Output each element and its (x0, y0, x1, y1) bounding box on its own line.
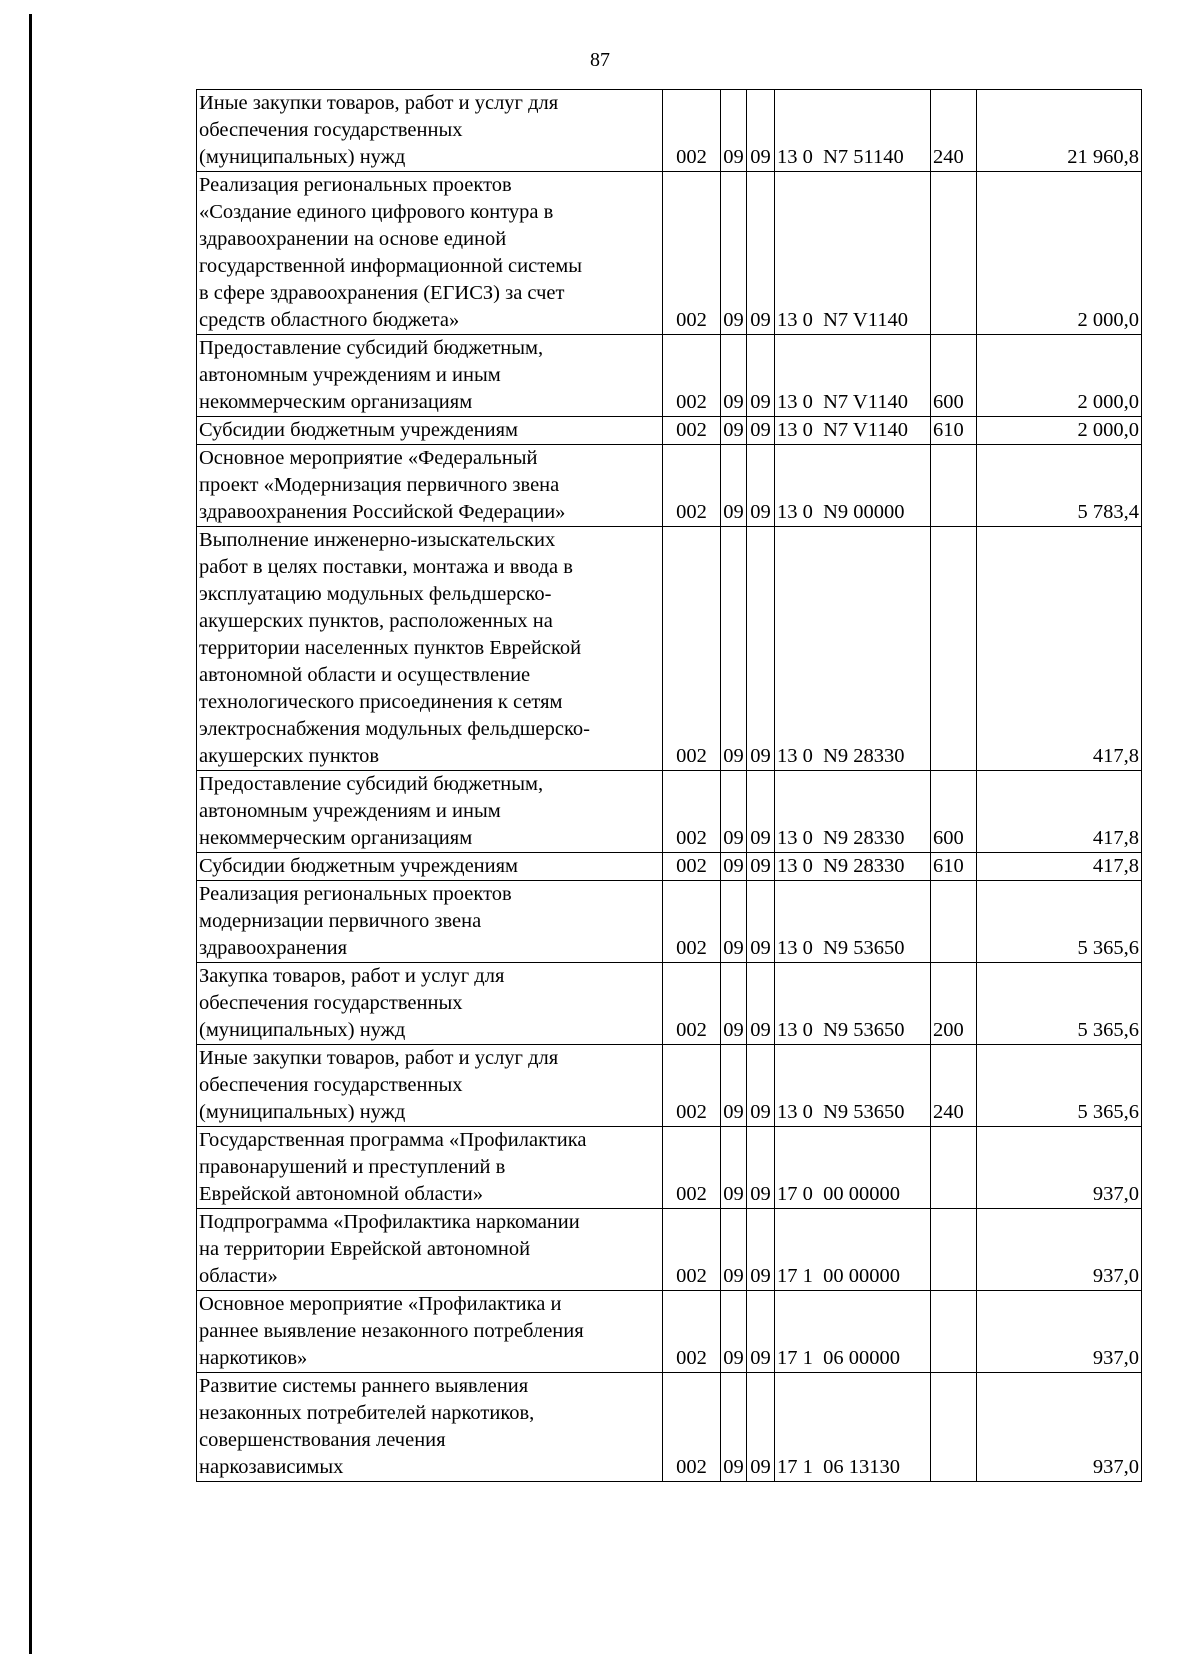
target-article-cell: 13 0 N7 51140 (775, 90, 931, 172)
target-article-cell: 13 0 N9 28330 (775, 853, 931, 881)
expense-name-line: электроснабжения модульных фельдшерско- (199, 718, 590, 740)
expense-name-cell (197, 1127, 663, 1209)
expense-name-cell (197, 1209, 663, 1291)
expense-name-line: акушерских пунктов (199, 745, 380, 767)
amount-cell: 937,0 (977, 1373, 1142, 1482)
expense-name-line: Государственная программа «Профилактика (199, 1129, 587, 1151)
expense-name-line: наркозависимых (199, 1456, 344, 1478)
expense-name-line: наркотиков» (199, 1347, 308, 1369)
table-row (197, 1209, 1142, 1291)
table-row (197, 90, 1142, 172)
amount-cell: 5 783,4 (977, 445, 1142, 527)
expense-name-cell (197, 853, 663, 881)
subsection-code-cell: 09 (747, 771, 775, 853)
expense-name-cell (197, 963, 663, 1045)
subsection-code-cell: 09 (747, 1373, 775, 1482)
expense-name-line: Еврейской автономной области» (199, 1183, 483, 1205)
section-code-cell: 09 (721, 1209, 747, 1291)
expense-type-cell: 610 (931, 417, 977, 445)
amount-cell: 937,0 (977, 1291, 1142, 1373)
subsection-code-cell: 09 (747, 335, 775, 417)
expense-name-line: обеспечения государственных (199, 119, 463, 141)
target-article-cell: 13 0 N9 53650 (775, 1045, 931, 1127)
subsection-code-cell: 09 (747, 1127, 775, 1209)
expense-name-line: государственной информационной системы (199, 255, 583, 277)
section-code-cell: 09 (721, 1127, 747, 1209)
table-row (197, 1127, 1142, 1209)
ministry-code-cell: 002 (663, 335, 721, 417)
budget-table (196, 89, 1142, 1482)
target-article-cell: 13 0 N9 53650 (775, 881, 931, 963)
expense-name-line: раннее выявление незаконного потребления (199, 1320, 584, 1342)
target-article-cell: 13 0 N9 53650 (775, 963, 931, 1045)
amount-cell: 5 365,6 (977, 963, 1142, 1045)
section-code-cell: 09 (721, 527, 747, 771)
table-row (197, 1045, 1142, 1127)
amount-cell: 2 000,0 (977, 417, 1142, 445)
ministry-code-cell: 002 (663, 417, 721, 445)
expense-name-cell (197, 1045, 663, 1127)
expense-type-cell (931, 1291, 977, 1373)
expense-name-line: автономной области и осуществление (199, 664, 531, 686)
amount-cell: 417,8 (977, 771, 1142, 853)
ministry-code-cell: 002 (663, 1373, 721, 1482)
expense-name-cell (197, 335, 663, 417)
expense-type-cell: 610 (931, 853, 977, 881)
page-number: 87 (590, 49, 610, 71)
target-article-cell: 13 0 N7 V1140 (775, 417, 931, 445)
expense-name-cell (197, 90, 663, 172)
section-code-cell: 09 (721, 90, 747, 172)
expense-name-line: здравоохранении на основе единой (199, 228, 507, 250)
expense-name-line: обеспечения государственных (199, 1074, 463, 1096)
section-code-cell: 09 (721, 335, 747, 417)
expense-name-line: технологического присоединения к сетям (199, 691, 563, 713)
expense-name-cell (197, 445, 663, 527)
expense-name-line: (муниципальных) нужд (199, 1019, 406, 1041)
expense-type-cell: 200 (931, 963, 977, 1045)
table-row (197, 853, 1142, 881)
expense-name-line: проект «Модернизация первичного звена (199, 474, 560, 496)
amount-cell: 417,8 (977, 527, 1142, 771)
section-code-cell: 09 (721, 172, 747, 335)
expense-name-line: Развитие системы раннего выявления (199, 1375, 529, 1397)
section-code-cell: 09 (721, 1291, 747, 1373)
subsection-code-cell: 09 (747, 1045, 775, 1127)
expense-name-line: Подпрограмма «Профилактика наркомании (199, 1211, 580, 1233)
expense-name-line: области» (199, 1265, 278, 1287)
target-article-cell: 17 1 00 00000 (775, 1209, 931, 1291)
expense-name-line: (муниципальных) нужд (199, 146, 406, 168)
table-row (197, 527, 1142, 771)
page-edge-line (29, 14, 32, 1654)
table-row (197, 1291, 1142, 1373)
section-code-cell: 09 (721, 881, 747, 963)
section-code-cell: 09 (721, 853, 747, 881)
expense-name-line: Иные закупки товаров, работ и услуг для (199, 1047, 559, 1069)
subsection-code-cell: 09 (747, 963, 775, 1045)
ministry-code-cell: 002 (663, 881, 721, 963)
subsection-code-cell: 09 (747, 1291, 775, 1373)
section-code-cell: 09 (721, 1373, 747, 1482)
section-code-cell: 09 (721, 417, 747, 445)
table-row (197, 445, 1142, 527)
ministry-code-cell: 002 (663, 771, 721, 853)
target-article-cell: 13 0 N7 V1140 (775, 335, 931, 417)
subsection-code-cell: 09 (747, 853, 775, 881)
expense-type-cell: 600 (931, 335, 977, 417)
expense-name-line: Предоставление субсидий бюджетным, (199, 337, 544, 359)
expense-name-cell (197, 1291, 663, 1373)
expense-name-line: некоммерческим организациям (199, 391, 473, 413)
target-article-cell: 17 1 06 13130 (775, 1373, 931, 1482)
expense-name-line: Основное мероприятие «Профилактика и (199, 1293, 562, 1315)
amount-cell: 5 365,6 (977, 1045, 1142, 1127)
table-row (197, 335, 1142, 417)
expense-name-line: акушерских пунктов, расположенных на (199, 610, 553, 632)
expense-type-cell (931, 445, 977, 527)
subsection-code-cell: 09 (747, 172, 775, 335)
expense-name-line: здравоохранения Российской Федерации» (199, 501, 566, 523)
ministry-code-cell: 002 (663, 1045, 721, 1127)
table-row (197, 417, 1142, 445)
target-article-cell: 17 0 00 00000 (775, 1127, 931, 1209)
target-article-cell: 13 0 N7 V1140 (775, 172, 931, 335)
amount-cell: 21 960,8 (977, 90, 1142, 172)
expense-type-cell: 240 (931, 90, 977, 172)
ministry-code-cell: 002 (663, 1209, 721, 1291)
expense-name-line: автономным учреждениям и иным (199, 364, 501, 386)
expense-name-line: обеспечения государственных (199, 992, 463, 1014)
expense-name-line: автономным учреждениям и иным (199, 800, 501, 822)
subsection-code-cell: 09 (747, 527, 775, 771)
ministry-code-cell: 002 (663, 445, 721, 527)
expense-name-cell (197, 1373, 663, 1482)
expense-name-line: работ в целях поставки, монтажа и ввода в (199, 556, 573, 578)
amount-cell: 5 365,6 (977, 881, 1142, 963)
expense-type-cell (931, 172, 977, 335)
expense-type-cell: 240 (931, 1045, 977, 1127)
ministry-code-cell: 002 (663, 172, 721, 335)
subsection-code-cell: 09 (747, 445, 775, 527)
subsection-code-cell: 09 (747, 881, 775, 963)
subsection-code-cell: 09 (747, 1209, 775, 1291)
expense-name-line: на территории Еврейской автономной (199, 1238, 531, 1260)
expense-name-line: незаконных потребителей наркотиков, (199, 1402, 535, 1424)
amount-cell: 937,0 (977, 1209, 1142, 1291)
expense-type-cell (931, 1373, 977, 1482)
subsection-code-cell: 09 (747, 417, 775, 445)
amount-cell: 2 000,0 (977, 335, 1142, 417)
subsection-code-cell: 09 (747, 90, 775, 172)
expense-name-line: в сфере здравоохранения (ЕГИСЗ) за счет (199, 282, 565, 304)
expense-name-line: Закупка товаров, работ и услуг для (199, 965, 505, 987)
target-article-cell: 13 0 N9 28330 (775, 771, 931, 853)
ministry-code-cell: 002 (663, 527, 721, 771)
amount-cell: 2 000,0 (977, 172, 1142, 335)
table-row (197, 881, 1142, 963)
expense-name-cell (197, 881, 663, 963)
expense-name-line: средств областного бюджета» (199, 309, 460, 331)
expense-name-line: Основное мероприятие «Федеральный (199, 447, 538, 469)
expense-name-line: здравоохранения (199, 937, 348, 959)
expense-name-cell (197, 771, 663, 853)
expense-name-line: совершенствования лечения (199, 1429, 446, 1451)
amount-cell: 937,0 (977, 1127, 1142, 1209)
target-article-cell: 13 0 N9 28330 (775, 527, 931, 771)
expense-name-line: Реализация региональных проектов (199, 174, 512, 196)
expense-type-cell (931, 881, 977, 963)
expense-name-line: Предоставление субсидий бюджетным, (199, 773, 544, 795)
ministry-code-cell: 002 (663, 1127, 721, 1209)
expense-name-line: правонарушений и преступлений в (199, 1156, 506, 1178)
expense-name-cell (197, 527, 663, 771)
expense-type-cell (931, 527, 977, 771)
expense-name-line: модернизации первичного звена (199, 910, 482, 932)
ministry-code-cell: 002 (663, 853, 721, 881)
amount-cell: 417,8 (977, 853, 1142, 881)
expense-name-line: Субсидии бюджетным учреждениям (199, 419, 519, 441)
section-code-cell: 09 (721, 963, 747, 1045)
table-body (197, 90, 1142, 1482)
expense-name-line: Реализация региональных проектов (199, 883, 512, 905)
expense-name-line: эксплуатацию модульных фельдшерско- (199, 583, 552, 605)
expense-name-cell (197, 417, 663, 445)
ministry-code-cell: 002 (663, 1291, 721, 1373)
expense-name-line: Выполнение инженерно-изыскательских (199, 529, 556, 551)
table-row (197, 963, 1142, 1045)
target-article-cell: 13 0 N9 00000 (775, 445, 931, 527)
target-article-cell: 17 1 06 00000 (775, 1291, 931, 1373)
ministry-code-cell: 002 (663, 963, 721, 1045)
expense-type-cell: 600 (931, 771, 977, 853)
expense-name-line: «Создание единого цифрового контура в (199, 201, 554, 223)
ministry-code-cell: 002 (663, 90, 721, 172)
expense-type-cell (931, 1127, 977, 1209)
expense-name-line: Иные закупки товаров, работ и услуг для (199, 92, 559, 114)
table-row (197, 1373, 1142, 1482)
table-row (197, 172, 1142, 335)
expense-name-line: территории населенных пунктов Еврейской (199, 637, 582, 659)
section-code-cell: 09 (721, 1045, 747, 1127)
expense-type-cell (931, 1209, 977, 1291)
expense-name-line: некоммерческим организациям (199, 827, 473, 849)
table-row (197, 771, 1142, 853)
expense-name-cell (197, 172, 663, 335)
section-code-cell: 09 (721, 445, 747, 527)
expense-name-line: (муниципальных) нужд (199, 1101, 406, 1123)
section-code-cell: 09 (721, 771, 747, 853)
expense-name-line: Субсидии бюджетным учреждениям (199, 855, 519, 877)
